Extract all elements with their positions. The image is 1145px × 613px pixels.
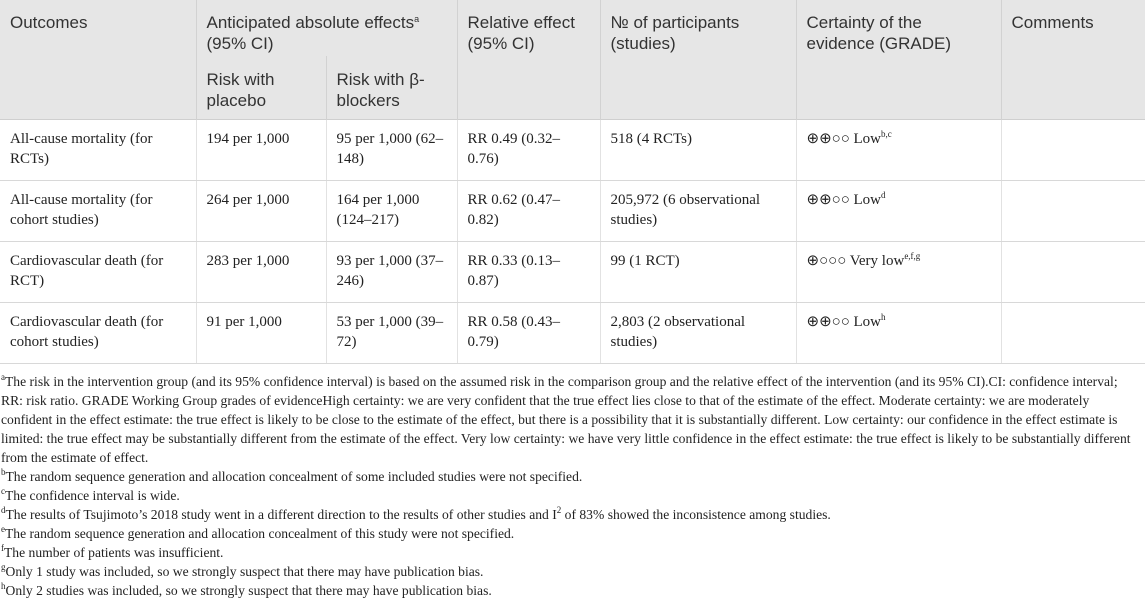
cell-certainty: ⊕⊕○○ Low$^d$ — [796, 181, 1001, 242]
table-row — [0, 181, 1145, 242]
table-row — [0, 303, 1145, 364]
cell-outcome: Cardiovascular death (for cohort studies) — [0, 303, 196, 364]
header-certainty: Certainty of the evidence (GRADE) — [796, 0, 1001, 120]
header-participants: № of participants (studies) — [600, 0, 796, 120]
cell-outcome: All-cause mortality (for cohort studies) — [0, 181, 196, 242]
cell-participants: 2,803 (2 observational studies) — [600, 303, 796, 364]
cell-risk-placebo: 91 per 1,000 — [196, 303, 326, 364]
footnote: $^f$The number of patients was insufficient. — [1, 543, 224, 560]
cell-risk-placebo: 264 per 1,000 — [196, 181, 326, 242]
header-relative-effect: Relative effect (95% CI) — [457, 0, 600, 120]
cell-risk-beta-blockers: 164 per 1,000 (124–217) — [326, 181, 457, 242]
table-footnotes — [0, 364, 1145, 600]
cell-certainty: ⊕○○○ Very low$^{e,f,g}$ — [796, 242, 1001, 303]
footnote: $^c$The confidence interval is wide. — [1, 486, 180, 503]
cell-certainty: ⊕⊕○○ Low$^{b,c}$ — [796, 120, 1001, 181]
cell-risk-beta-blockers: 95 per 1,000 (62–148) — [326, 120, 457, 181]
cell-certainty: ⊕⊕○○ Low$^h$ — [796, 303, 1001, 364]
cell-risk-placebo: 283 per 1,000 — [196, 242, 326, 303]
footnote: $^d$The results of Tsujimoto’s 2018 study went in a different direction to the results of other studies and $I^2$ of 83% showed the inconsistence among studies. — [1, 505, 831, 522]
cell-relative-effect: RR 0.33 (0.13–0.87) — [457, 242, 600, 303]
cell-participants: 99 (1 RCT) — [600, 242, 796, 303]
header-anticipated-effects: Anticipated absolute effects$^a$ (95% CI) — [196, 0, 457, 56]
cell-risk-beta-blockers: 93 per 1,000 (37–246) — [326, 242, 457, 303]
cell-participants: 205,972 (6 observational studies) — [600, 181, 796, 242]
cell-comments — [1001, 242, 1145, 303]
header-risk-placebo: Risk with placebo — [196, 56, 326, 120]
cell-relative-effect: RR 0.62 (0.47–0.82) — [457, 181, 600, 242]
cell-comments — [1001, 181, 1145, 242]
footnote: $^g$Only 1 study was included, so we strongly suspect that there may have publication bias. — [1, 562, 484, 579]
table-row — [0, 242, 1145, 303]
footnote: $^h$Only 2 studies was included, so we strongly suspect that there may have publication bias. — [1, 581, 492, 598]
footnote: $^a$The risk in the intervention group (and its 95% confidence interval) is based on the assumed risk in the comparison group and the relative effect of the intervention (and its 95% CI).CI: confidence interval; RR: risk ratio. GRADE Working Group grades of evidenceHigh certainty: we are very confident that the true effect lies close to that of the estimate of the effect. Moderate certainty: we are moderately confident in the effect estimate: the true effect is likely to be close to the estimate of the effect, but there is a possibility that it is substantially different. Low certainty: our confidence in the effect estimate is limited: the true effect may be substantially different from the estimate of the effect. Very low certainty: we have very little confidence in the effect estimate: the true effect is likely to be substantially different from the estimate of effect. — [1, 372, 1131, 465]
cell-comments — [1001, 120, 1145, 181]
cell-outcome: Cardiovascular death (for RCT) — [0, 242, 196, 303]
cell-risk-beta-blockers: 53 per 1,000 (39–72) — [326, 303, 457, 364]
header-risk-beta-blockers: Risk with β-blockers — [326, 56, 457, 120]
cell-relative-effect: RR 0.58 (0.43–0.79) — [457, 303, 600, 364]
header-comments: Comments — [1001, 0, 1145, 120]
header-outcomes: Outcomes — [0, 0, 196, 120]
cell-comments — [1001, 303, 1145, 364]
footnote: $^b$The random sequence generation and allocation concealment of some included studies were not specified. — [1, 467, 583, 484]
cell-outcome: All-cause mortality (for RCTs) — [0, 120, 196, 181]
cell-participants: 518 (4 RCTs) — [600, 120, 796, 181]
cell-risk-placebo: 194 per 1,000 — [196, 120, 326, 181]
table-row — [0, 120, 1145, 181]
footnote: $^e$The random sequence generation and allocation concealment of this study were not specified. — [1, 524, 515, 541]
cell-relative-effect: RR 0.49 (0.32–0.76) — [457, 120, 600, 181]
